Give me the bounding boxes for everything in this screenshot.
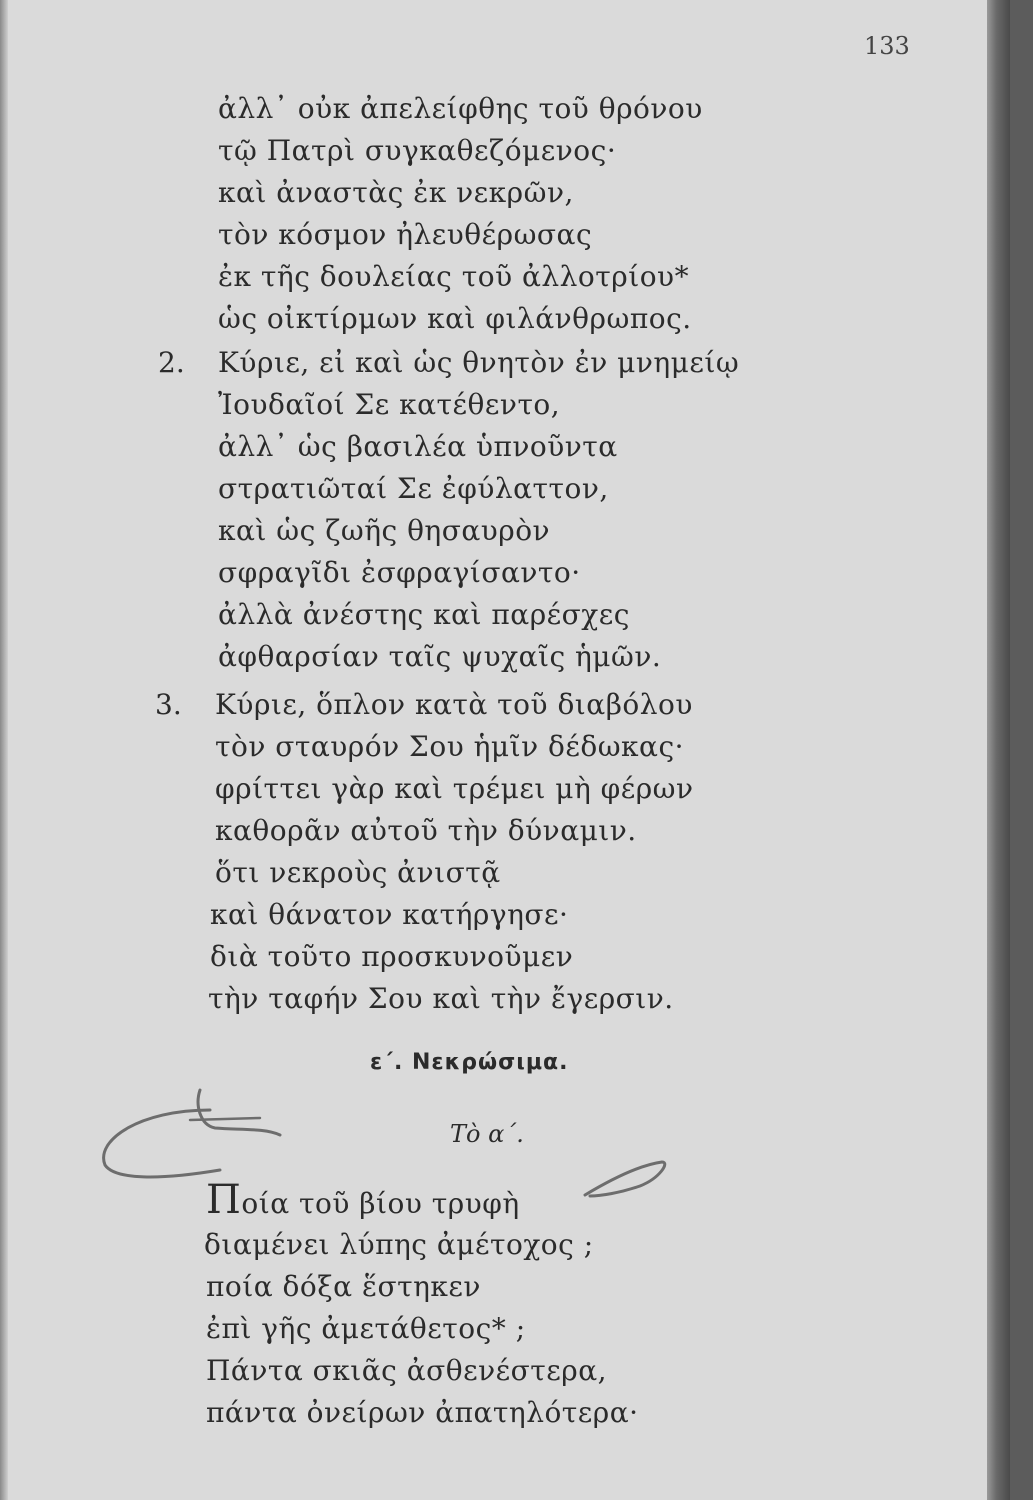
page-spine-shadow — [0, 0, 8, 1500]
text-line: ἐκ τῆς δουλείας τοῦ ἀλλοτρίου* — [218, 260, 690, 293]
text-line-rest: οία τοῦ βίου τρυφὴ — [241, 1187, 520, 1220]
text-line: ἀλλὰ ἀνέστης καὶ παρέσχες — [218, 598, 630, 631]
text-line: Κύριε, ὅπλον κατὰ τοῦ διαβόλου — [215, 688, 693, 721]
drop-cap: Π — [206, 1177, 242, 1223]
text-line: διὰ τοῦτο προσκυνοῦμεν — [210, 940, 574, 973]
text-line: στρατιῶταί Σε ἐφύλαττον, — [218, 472, 609, 505]
section-subheading: Τὸ α΄. — [450, 1120, 524, 1148]
text-line: πάντα ὀνείρων ἀπατηλότερα· — [206, 1396, 639, 1429]
text-line: ἀφθαρσίαν ταῖς ψυχαῖς ἡμῶν. — [218, 640, 662, 673]
text-line: τὸν σταυρόν Σου ἡμῖν δέδωκας· — [215, 730, 685, 763]
stanza-number: 3. — [155, 688, 182, 721]
text-line: σφραγῖδι ἐσφραγίσαντο· — [218, 556, 581, 589]
text-line: τὴν ταφήν Σου καὶ τὴν ἔγερσιν. — [208, 982, 674, 1015]
text-line: καὶ ἀναστὰς ἐκ νεκρῶν, — [218, 176, 574, 209]
text-line-first — [206, 1177, 520, 1223]
page-edge-shadow — [987, 0, 1010, 1500]
text-line: ἀλλ᾽ οὐκ ἀπελείφθης τοῦ θρόνου — [218, 92, 703, 125]
stanza-number: 2. — [158, 346, 185, 379]
text-line: καὶ θάνατον κατήργησε· — [210, 898, 569, 931]
page-number: 133 — [864, 32, 910, 60]
text-line: Κύριε, εἰ καὶ ὡς θνητὸν ἐν μνημείῳ — [218, 346, 740, 379]
text-line: τὸν κόσμον ἠλευθέρωσας — [218, 218, 593, 251]
text-line: διαμένει λύπης ἀμέτοχος ; — [204, 1228, 594, 1261]
text-line: τῷ Πατρὶ συγκαθεζόμενος· — [218, 134, 617, 167]
text-line: ὅτι νεκροὺς ἀνιστᾷ — [215, 856, 501, 889]
text-line: ποία δόξα ἕστηκεν — [206, 1270, 481, 1303]
text-line: φρίττει γὰρ καὶ τρέμει μὴ φέρων — [215, 772, 694, 805]
text-line: ἐπὶ γῆς ἀμετάθετος* ; — [206, 1312, 526, 1345]
text-line: ὡς οἰκτίρμων καὶ φιλάνθρωπος. — [218, 302, 692, 335]
section-heading: ε΄. Νεκρώσιμα. — [370, 1050, 569, 1075]
text-line: καθορᾶν αὐτοῦ τὴν δύναμιν. — [215, 814, 637, 847]
text-line: Ἰουδαῖοί Σε κατέθεντο, — [218, 388, 561, 421]
text-line: ἀλλ᾽ ὡς βασιλέα ὑπνοῦντα — [218, 430, 618, 463]
text-line: Πάντα σκιᾶς ἀσθενέστερα, — [206, 1354, 608, 1387]
text-line: καὶ ὡς ζωῆς θησαυρὸν — [218, 514, 551, 547]
